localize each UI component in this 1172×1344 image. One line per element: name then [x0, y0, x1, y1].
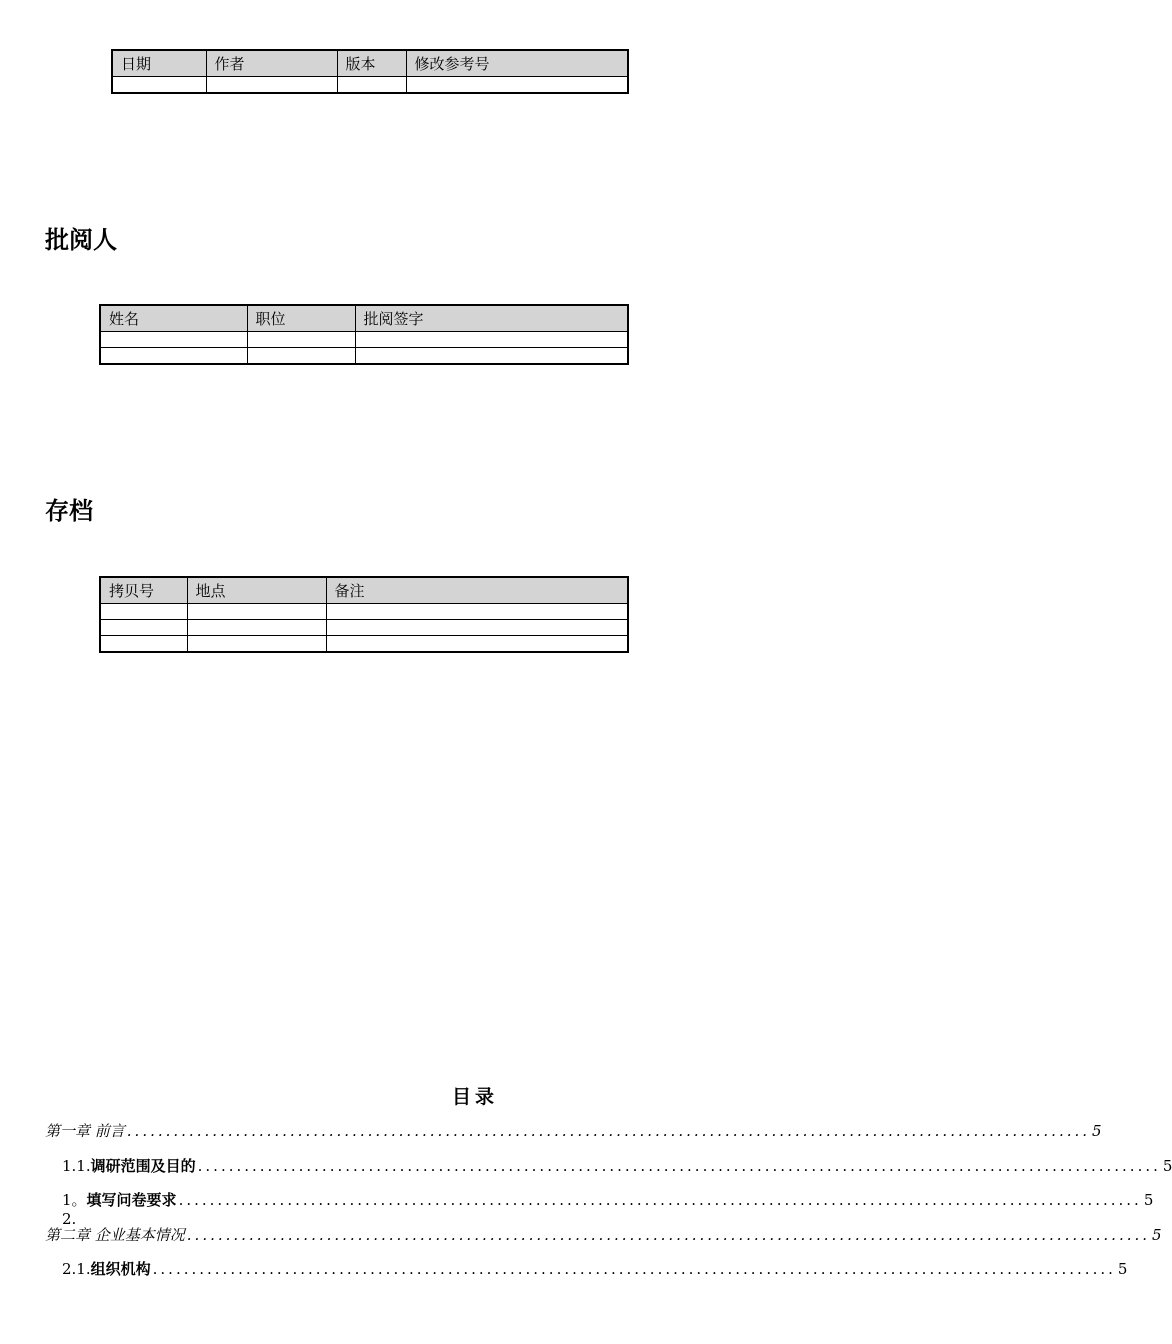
toc-dot-leader: ............................................................................................................................ — [152, 1260, 1116, 1278]
column-header-location: 地点 — [187, 577, 326, 604]
archive-heading: 存档 — [45, 497, 93, 525]
table-header-row — [112, 50, 628, 77]
table-cell — [326, 636, 628, 653]
toc-section-number: 1.1. — [62, 1157, 91, 1175]
toc-title: 目录 — [451, 1086, 498, 1108]
column-header-position: 职位 — [247, 305, 355, 332]
table-cell — [337, 77, 406, 94]
toc-entry-text: 第二章 企业基本情况 — [45, 1226, 185, 1244]
table-cell — [187, 620, 326, 636]
table-row — [112, 77, 628, 94]
toc-entry-text: 组织机构 — [90, 1260, 151, 1278]
toc-dot-leader: ............................................................................................................................ — [197, 1157, 1161, 1175]
table-row — [100, 636, 628, 653]
approvers-heading: 批阅人 — [45, 226, 117, 254]
toc-dot-leader: ............................................................................................................................ — [186, 1226, 1151, 1244]
toc-entry-text: 第一章 前言 — [45, 1122, 125, 1140]
toc-page-number: 5 — [1162, 1157, 1172, 1175]
toc-entry[interactable] — [62, 1258, 1128, 1279]
toc-section-number: 2.1. — [62, 1260, 91, 1278]
table-cell — [187, 604, 326, 620]
table-cell — [100, 636, 187, 653]
table-header-row — [100, 305, 628, 332]
toc-entry[interactable] — [62, 1189, 1154, 1228]
column-header-version: 版本 — [337, 50, 406, 77]
table-cell — [206, 77, 337, 94]
toc-entry-text: 调研范围及目的 — [90, 1157, 196, 1175]
column-header-remarks: 备注 — [326, 577, 628, 604]
toc-dot-leader: ............................................................................................................................ — [126, 1122, 1091, 1140]
column-header-name: 姓名 — [100, 305, 247, 332]
archive-table — [99, 576, 629, 653]
toc-dot-leader: ............................................................................................................................ — [178, 1191, 1142, 1209]
table-cell — [112, 77, 206, 94]
table-cell — [100, 332, 247, 348]
table-row — [100, 348, 628, 365]
toc-entry[interactable] — [45, 1120, 1102, 1141]
column-header-signature: 批阅签字 — [355, 305, 628, 332]
table-cell — [100, 604, 187, 620]
table-cell — [355, 348, 628, 365]
table-cell — [406, 77, 628, 94]
column-header-change-ref: 修改参考号 — [406, 50, 628, 77]
toc-page-number: 5 — [1092, 1122, 1102, 1140]
table-cell — [326, 620, 628, 636]
table-row — [100, 620, 628, 636]
table-cell — [187, 636, 326, 653]
table-row — [100, 332, 628, 348]
toc-page-number: 5 — [1152, 1226, 1162, 1244]
approvers-table — [99, 304, 629, 365]
toc-entry-text: 填写问卷要求 — [86, 1191, 177, 1209]
toc-page-number: 5 — [1143, 1191, 1154, 1209]
toc-entry[interactable] — [45, 1224, 1162, 1245]
revision-table — [111, 49, 629, 94]
column-header-author: 作者 — [206, 50, 337, 77]
table-cell — [100, 620, 187, 636]
table-cell — [100, 348, 247, 365]
table-cell — [247, 348, 355, 365]
table-cell — [247, 332, 355, 348]
toc-section-number: 1。2. — [62, 1191, 87, 1228]
toc-page-number: 5 — [1117, 1260, 1128, 1278]
column-header-copy-number: 拷贝号 — [100, 577, 187, 604]
column-header-date: 日期 — [112, 50, 206, 77]
table-cell — [355, 332, 628, 348]
toc-entry[interactable] — [62, 1155, 1172, 1176]
table-row — [100, 604, 628, 620]
table-cell — [326, 604, 628, 620]
table-header-row — [100, 577, 628, 604]
